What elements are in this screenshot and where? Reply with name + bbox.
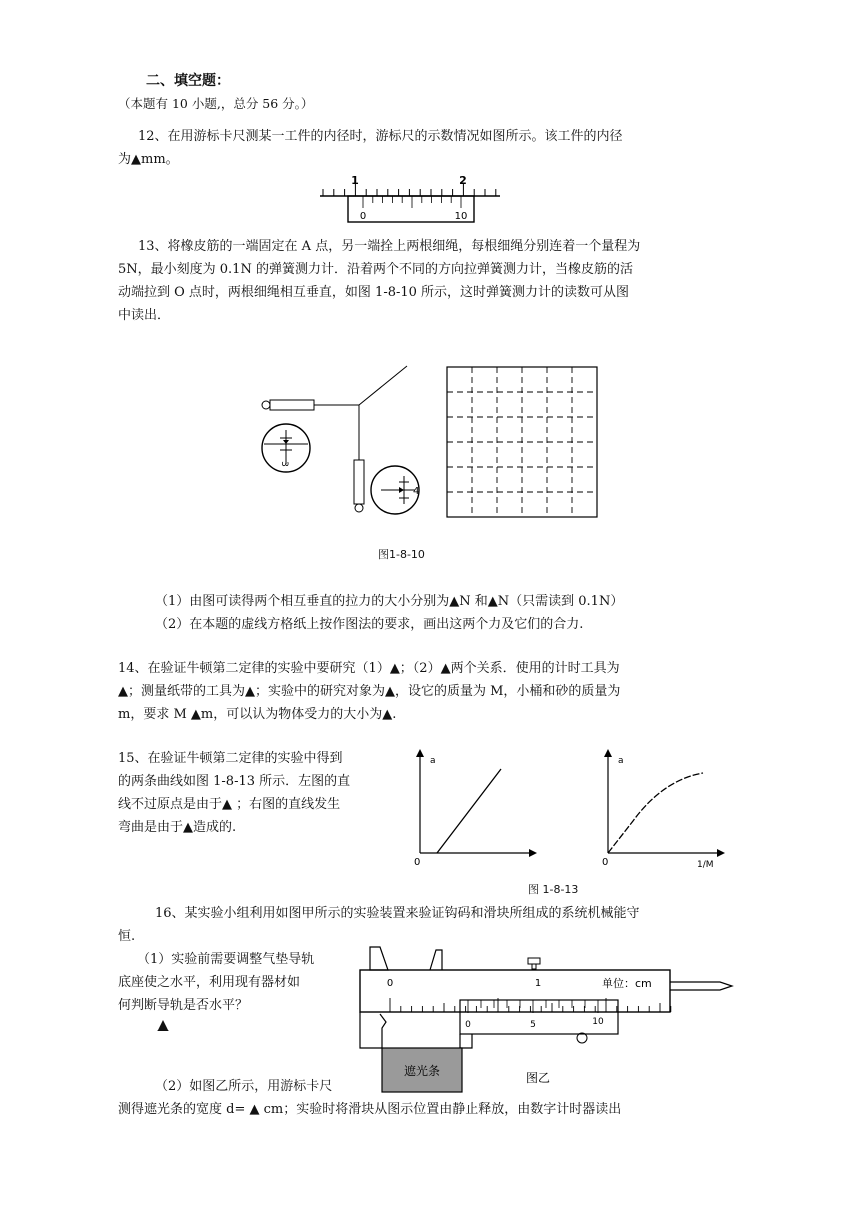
q12-vern-label-10: 10 xyxy=(454,211,468,222)
q16-sub2-l2: 测得遮光条的宽度 d= ▲ cm；实验时将滑块从图示位置由静止释放，由数字计时器读出 xyxy=(118,1102,622,1117)
q13-line1: 13、将橡皮筋的一端固定在 A 点，另一端拴上两根细绳，每根细绳分别连着一个量程为 xyxy=(138,239,641,254)
q15-line4: 弯曲是由于▲造成的. xyxy=(118,820,237,835)
q16-vern-label-10: 10 xyxy=(592,1017,604,1027)
q13-dashed-grid xyxy=(445,365,600,520)
q15-left-origin: 0 xyxy=(414,857,421,868)
q16-line2: 恒. xyxy=(118,929,136,944)
q16-main-label-0: 0 xyxy=(386,978,394,989)
q16-main-label-1: 1 xyxy=(534,978,542,989)
q15-right-x-label: 1/M xyxy=(697,860,714,870)
q16-caliper-figure xyxy=(350,942,735,1094)
q13-line4: 中读出． xyxy=(118,308,171,323)
q15-graph-left xyxy=(405,745,540,870)
q15-graph-right xyxy=(593,745,728,870)
q14-line2: ▲；测量纸带的工具为▲；实验中的研究对象为▲，设它的质量为 M，小桶和砂的质量为 xyxy=(118,684,621,699)
q12-vernier-figure xyxy=(315,172,505,228)
q13-figure-caption: 图1-8-10 xyxy=(378,548,425,561)
q15-right-y-label: a xyxy=(618,756,624,766)
q13-line2: 5N，最小刻度为 0.1N 的弹簧测力计．沿着两个不同的方向拉弹簧测力计，当橡皮筋的活 xyxy=(118,262,633,277)
q15-left-y-label: a xyxy=(430,756,436,766)
q14-line3: m，要求 M ▲m，可以认为物体受力的大小为▲. xyxy=(118,707,397,722)
q16-vern-label-0: 0 xyxy=(465,1020,471,1030)
q16-vern-label-5: 5 xyxy=(530,1020,536,1030)
q12-line1: 12、在用游标卡尺测某一工件的内径时，游标尺的示数情况如图所示。该工件的内径 xyxy=(138,129,623,144)
section-title: 二、填空题： xyxy=(146,73,230,89)
q16-sub2-l1: （2）如图乙所示，用游标卡尺 xyxy=(155,1079,333,1094)
q13-force-figure xyxy=(255,360,445,530)
q12-main-label-1: 1 xyxy=(351,174,359,187)
q16-answer-mark: ▲ xyxy=(157,1017,169,1033)
q13-sub2: （2）在本题的虚线方格纸上按作图法的要求，画出这两个力及它们的合力. xyxy=(155,617,584,632)
q12-vern-label-0: 0 xyxy=(359,211,367,222)
q16-unit-label: 单位：cm xyxy=(602,977,652,990)
q15-line1: 15、在验证牛顿第二定律的实验中得到 xyxy=(118,751,343,766)
q13-dial-left-label: 3 xyxy=(279,461,289,467)
q16-sub1-l2: 底座使之水平，利用现有器材如 xyxy=(118,975,301,990)
q15-line3: 线不过原点是由于▲ ；右图的直线发生 xyxy=(118,797,341,812)
q15-figure-caption: 图 1-8-13 xyxy=(528,883,579,896)
q12-line2: 为▲mm。 xyxy=(118,152,179,167)
section-note: （本题有 10 小题,，总分 56 分。） xyxy=(118,96,314,111)
q16-sub1-l3: 何判断导轨是否水平？ xyxy=(118,998,249,1013)
q16-sub1-l1: （1）实验前需要调整气垫导轨 xyxy=(137,952,315,967)
q16-line1: 16、某实验小组利用如图甲所示的实验装置来验证钩码和滑块所组成的系统机械能守 xyxy=(155,906,640,921)
q14-line1: 14、在验证牛顿第二定律的实验中要研究（1）▲；（2）▲两个关系．使用的计时工具为 xyxy=(118,661,620,676)
q13-dial-right-label: 4 xyxy=(413,486,420,497)
q12-main-label-2: 2 xyxy=(459,174,467,187)
q16-figure-caption: 图乙 xyxy=(525,1071,551,1085)
q16-block-label: 遮光条 xyxy=(403,1064,441,1078)
q15-line2: 的两条曲线如图 1-8-13 所示．左图的直 xyxy=(118,774,351,789)
q15-right-origin: 0 xyxy=(602,857,609,868)
q13-sub1: （1）由图可读得两个相互垂直的拉力的大小分别为▲N 和▲N（只需读到 0.1N） xyxy=(155,594,624,609)
q13-line3: 动端拉到 O 点时，两根细绳相互垂直，如图 1-8-10 所示，这时弹簧测力计的读数可从图 xyxy=(118,285,630,300)
